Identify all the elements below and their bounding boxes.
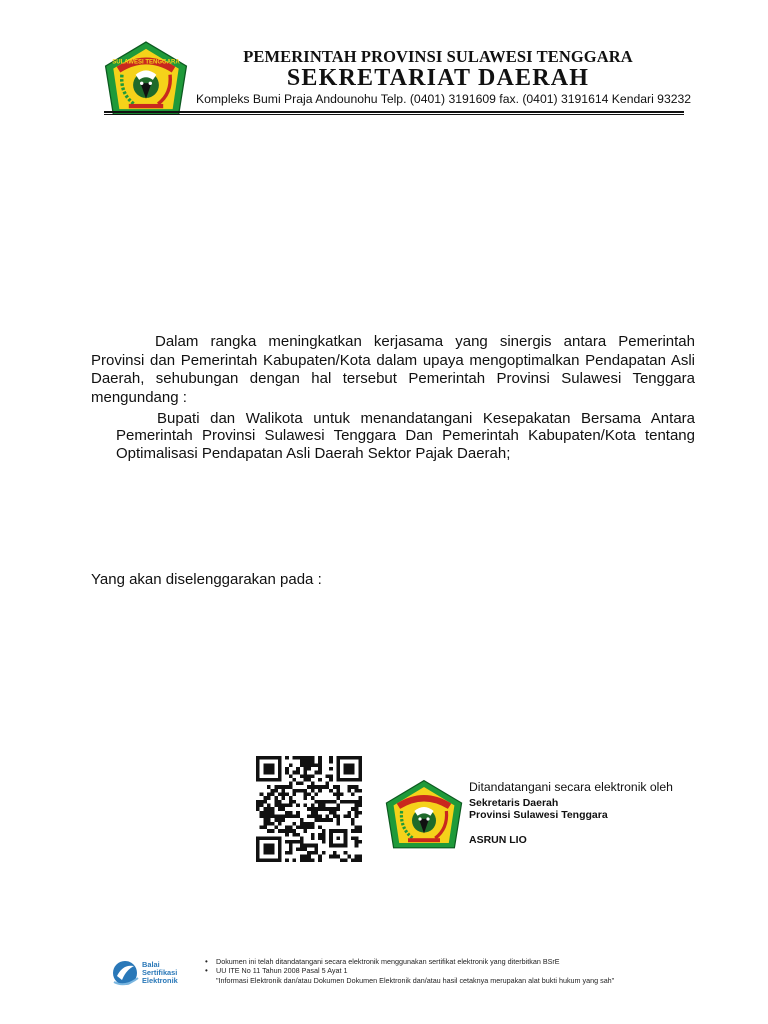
letterhead-office-title: SEKRETARIAT DAERAH bbox=[286, 65, 590, 91]
bsre-logo-line3: Elektronik bbox=[142, 976, 178, 985]
qr-code-icon bbox=[256, 756, 362, 862]
e-signature-caption: Ditandatangani secara elektronik oleh bbox=[469, 780, 673, 794]
footer-note: "Informasi Elektronik dan/atau Dokumen Dokumen Elektronik dan/atau hasil cetaknya merupakan alat bukti hukum yang sah" bbox=[216, 975, 615, 985]
signer-name: ASRUN LIO bbox=[469, 834, 527, 846]
footer-note: • UU ITE No 11 Tahun 2008 Pasal 5 Ayat 1 bbox=[205, 966, 725, 975]
invitation-paragraph: Dalam rangka meningkatkan kerjasama yang sinergis antara Pemerintah Provinsi dan Pemerintah Kabupaten/Kota dalam upaya mengoptimalkan Pendapatan Asli Daerah, sehubungan dengan hal tersebut Pemerintah Provinsi Sulawesi Tenggara mengundang : bbox=[91, 333, 695, 407]
province-emblem-icon bbox=[103, 40, 189, 118]
signer-emblem-icon bbox=[384, 779, 464, 851]
bsre-logo-line1: Balai bbox=[142, 960, 160, 969]
bsre-logo-line2: Sertifikasi bbox=[142, 968, 178, 977]
footer-notes bbox=[205, 957, 725, 985]
letterhead-rule bbox=[104, 111, 684, 113]
signer-province: Provinsi Sulawesi Tenggara bbox=[469, 809, 608, 821]
letterhead-government-title: PEMERINTAH PROVINSI SULAWESI TENGGARA bbox=[243, 47, 633, 66]
letterhead-rule-thin bbox=[104, 114, 684, 115]
signer-office: Sekretaris Daerah bbox=[469, 797, 559, 809]
emblem-text: SULAWESI TENGGARA bbox=[112, 59, 180, 66]
bsre-logo-icon bbox=[108, 954, 196, 994]
schedule-intro: Yang akan diselenggarakan pada : bbox=[91, 571, 322, 588]
letterhead-address: Kompleks Bumi Praja Andounohu Telp. (0401) 3191609 fax. (0401) 3191614 Kendari 93232 bbox=[196, 92, 692, 106]
footer-note: • Dokumen ini telah ditandatangani secara elektronik menggunakan sertifikat elektronik yang diterbitkan BSrE bbox=[205, 957, 725, 966]
invitee-paragraph: Bupati dan Walikota untuk menandatangani Kesepakatan Bersama Antara Pemerintah Provinsi Sulawesi Tenggara Dan Pemerintah Kabupaten/Kota tentang Optimalisasi Pendapatan Asli Daerah Sektor Pajak Daerah; bbox=[116, 410, 695, 462]
